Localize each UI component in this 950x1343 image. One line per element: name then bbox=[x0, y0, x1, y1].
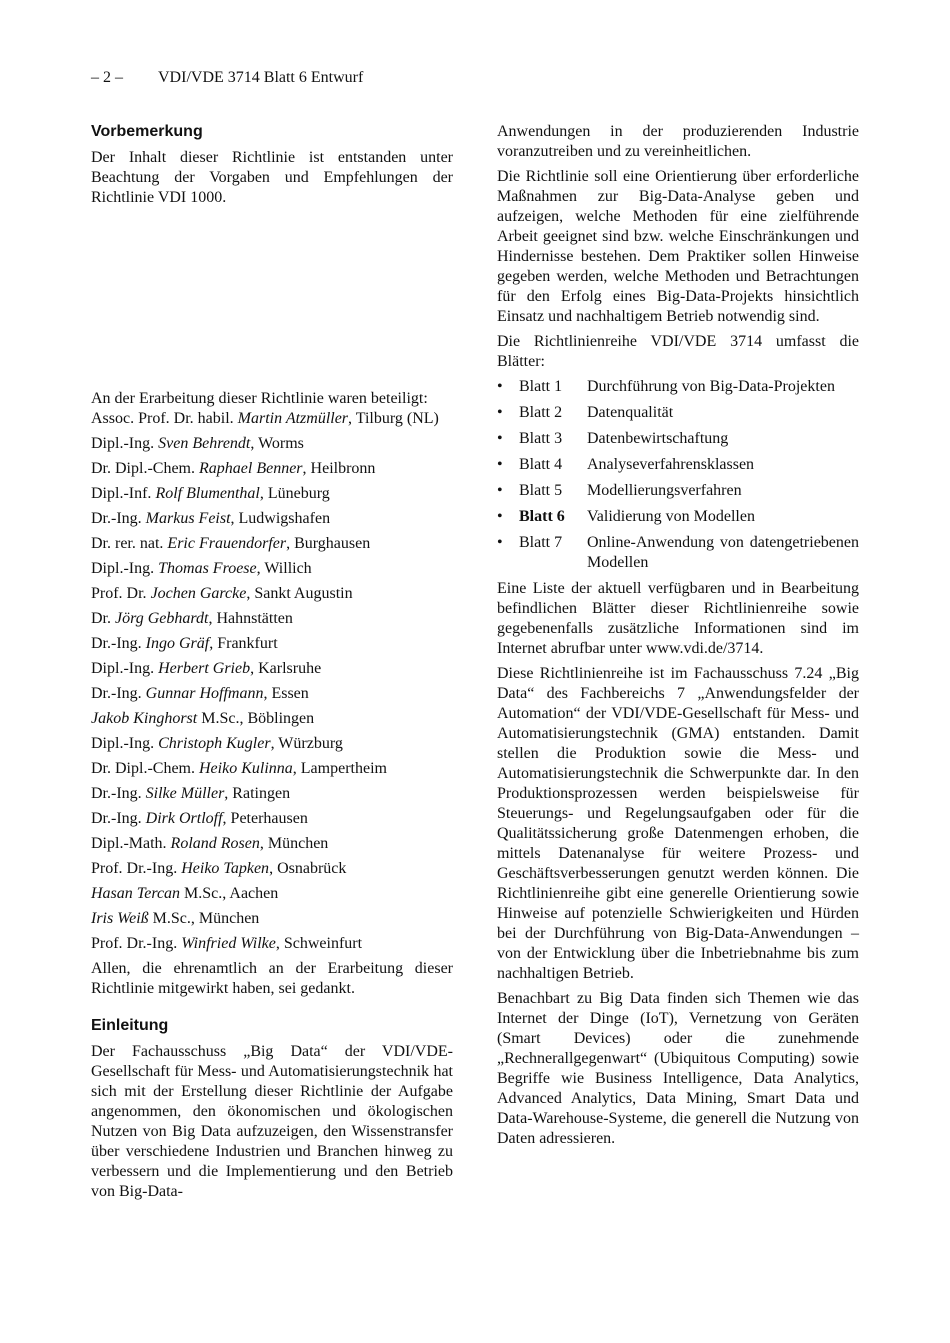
contributor-location: , Lüneburg bbox=[259, 485, 330, 502]
contributor-name: Winfried Wilke bbox=[181, 935, 276, 952]
sheet-title: Durchführung von Big-Data-Projekten bbox=[587, 378, 835, 395]
bullet-icon: • bbox=[497, 534, 503, 551]
paragraph-5: Diese Richtlinienreihe ist im Fachausschuss 7.24 „Big Data“ des Fachbereichs 7 „Anwendungsfelder der Automation“ der VDI/VDE-Gesellschaft für Mess- und Automatisierungstechnik (GMA) entstanden. Damit stellen die Produktion sowie die Mess- und Automatisierungstechnik die Schwerpunkte dar. In den Produktionsprozessen werden beispielsweise für Steuerungs- und Regelungsaufgaben oder für die Qualitätssicherung große Datenmengen erhoben, die mittels Datenanalyse für weitere Prozess- und Geschäftsverbesserungen genutzt werden können. Die Richtlinienreihe gibt eine generelle Orientierung sowie Hinweise auf potenzielle Schwierigkeiten und Hürden bei der Durchführung von Big-Data-Anwendungen – von der Entwicklung über die Inbetriebnahme bis zum nachhaltigen Betrieb. bbox=[497, 665, 859, 982]
contributor-title: Dr.-Ing. bbox=[91, 810, 146, 827]
contributor-title: Prof. Dr.-Ing. bbox=[91, 860, 182, 877]
document-title: VDI/VDE 3714 Blatt 6 Entwurf bbox=[158, 69, 364, 86]
contributor-location: , Willich bbox=[256, 560, 312, 577]
contributor-item bbox=[91, 484, 453, 504]
contributor-location: , Heilbronn bbox=[302, 460, 376, 477]
contributor-name: Ingo Gräf bbox=[145, 635, 210, 652]
sheet-item bbox=[497, 507, 859, 527]
contributor-title: Dipl.-Math. bbox=[91, 835, 171, 852]
contributor-item bbox=[91, 584, 453, 604]
contributor-name: Iris Weiß bbox=[91, 910, 149, 927]
contributor-item bbox=[91, 909, 453, 929]
contributor-name: Heiko Tapken bbox=[181, 860, 270, 877]
contributor-location: , Essen bbox=[263, 685, 309, 702]
bullet-icon: • bbox=[497, 508, 503, 525]
contributor-name: Eric Frauendorfer bbox=[167, 535, 287, 552]
paragraph-1: Anwendungen in der produzierenden Industrie voranzutreiben und zu vereinheitlichen. bbox=[497, 123, 859, 160]
sheet-number: Blatt 1 bbox=[519, 378, 563, 395]
contributor-item bbox=[91, 884, 453, 904]
contributor-location: , Ludwigshafen bbox=[230, 510, 331, 527]
sheet-item bbox=[497, 429, 859, 449]
contributor-title: Dr. bbox=[91, 610, 115, 627]
contributor-name: Silke Müller bbox=[145, 785, 225, 802]
contributor-title: Dr.-Ing. bbox=[91, 785, 146, 802]
contributor-item bbox=[91, 434, 453, 454]
contributors-list bbox=[91, 409, 453, 954]
contributor-name: Roland Rosen bbox=[170, 835, 260, 852]
paragraph-2: Die Richtlinie soll eine Orientierung über erforderliche Maßnahmen zur Big-Data-Analyse geben und aufzeigen, welche Methoden für eine zielführende Arbeit geeignet sind bzw. welche Einschränkungen und Hindernisse bestehen. Dem Praktiker sollen Hinweise gegeben werden, welche Methoden und Betrachtungen für den Erfolg eines Big-Data-Projekts hinsichtlich Einsatz und nachhaltigem Betrieb notwendig sind. bbox=[497, 168, 859, 325]
paragraph-3: Die Richtlinienreihe VDI/VDE 3714 umfasst die Blätter: bbox=[497, 333, 859, 370]
contributor-item bbox=[91, 709, 453, 729]
contributor-item bbox=[91, 934, 453, 954]
vorbemerkung-paragraph: Der Inhalt dieser Richtlinie ist entstanden unter Beachtung der Vorgaben und Empfehlungen der Richtlinie VDI 1000. bbox=[91, 149, 453, 206]
contributor-location: , Sankt Augustin bbox=[246, 585, 353, 602]
contributor-title: Dipl.-Ing. bbox=[91, 560, 159, 577]
sheet-item bbox=[497, 377, 859, 397]
contributor-name: Markus Feist bbox=[145, 510, 231, 527]
contributor-item bbox=[91, 759, 453, 779]
contributor-item bbox=[91, 659, 453, 679]
contributor-name: Christoph Kugler bbox=[158, 735, 271, 752]
contributor-title: Prof. Dr. bbox=[91, 585, 151, 602]
contributor-title: Assoc. Prof. Dr. habil. bbox=[91, 410, 238, 427]
sheet-title: Datenqualität bbox=[587, 404, 674, 421]
sheet-number: Blatt 3 bbox=[519, 430, 563, 447]
contributor-name: Sven Behrendt bbox=[158, 435, 251, 452]
sheet-title: Analyseverfahrensklassen bbox=[587, 456, 755, 473]
bullet-icon: • bbox=[497, 482, 503, 499]
contributor-item bbox=[91, 734, 453, 754]
contributor-location: , Worms bbox=[250, 435, 304, 452]
sheet-item bbox=[497, 481, 859, 501]
contributor-item bbox=[91, 609, 453, 629]
left-column bbox=[91, 122, 453, 1207]
thanks-paragraph: Allen, die ehrenamtlich an der Erarbeitung dieser Richtlinie mitgewirkt haben, sei gedankt. bbox=[91, 960, 453, 997]
contributor-name: Raphael Benner bbox=[199, 460, 303, 477]
contributor-title: Dipl.-Inf. bbox=[91, 485, 156, 502]
contributor-title: Dr. rer. nat. bbox=[91, 535, 168, 552]
bullet-icon: • bbox=[497, 456, 503, 473]
contributor-location: , Hahnstätten bbox=[208, 610, 293, 627]
page-number: – 2 – bbox=[91, 69, 123, 86]
contributors-intro: An der Erarbeitung dieser Richtlinie waren beteiligt: bbox=[91, 390, 428, 407]
contributor-location: , Karlsruhe bbox=[250, 660, 322, 677]
contributor-name: Martin Atzmüller bbox=[237, 410, 349, 427]
contributor-name: Heiko Kulinna bbox=[199, 760, 293, 777]
contributor-location: M.Sc., Böblingen bbox=[197, 710, 315, 727]
contributor-title: Prof. Dr.-Ing. bbox=[91, 935, 182, 952]
contributor-item bbox=[91, 409, 453, 429]
contributor-item bbox=[91, 809, 453, 829]
sheet-title: Online-Anwendung von datengetriebenen Modellen bbox=[587, 534, 859, 571]
bullet-icon: • bbox=[497, 378, 503, 395]
contributor-item bbox=[91, 784, 453, 804]
contributor-title: Dr.-Ing. bbox=[91, 685, 146, 702]
contributor-name: Thomas Froese bbox=[158, 560, 257, 577]
contributor-title: Dr. Dipl.-Chem. bbox=[91, 760, 199, 777]
blank-space bbox=[91, 213, 453, 389]
contributor-location: , Schweinfurt bbox=[275, 935, 363, 952]
contributor-location: , Burghausen bbox=[286, 535, 371, 552]
section-heading-vorbemerkung: Vorbemerkung bbox=[91, 123, 203, 140]
contributor-location: , Osnabrück bbox=[269, 860, 347, 877]
sheet-number: Blatt 5 bbox=[519, 482, 563, 499]
contributor-title: Dipl.-Ing. bbox=[91, 660, 159, 677]
contributor-item bbox=[91, 634, 453, 654]
contributor-item bbox=[91, 459, 453, 479]
paragraph-4: Eine Liste der aktuell verfügbaren und in Bearbeitung befindlichen Blätter dieser Richtlinienreihe sowie gegebenenfalls zusätzliche Informationen sind im Internet abrufbar unter www.vdi.de/3714. bbox=[497, 580, 859, 657]
contributor-location: , Lampertheim bbox=[292, 760, 387, 777]
contributor-title: Dipl.-Ing. bbox=[91, 435, 159, 452]
sheet-number: Blatt 6 bbox=[519, 508, 565, 525]
contributor-location: , Ratingen bbox=[224, 785, 291, 802]
contributor-location: , Peterhausen bbox=[222, 810, 308, 827]
contributor-name: Jochen Garcke bbox=[150, 585, 247, 602]
contributor-item bbox=[91, 509, 453, 529]
contributor-item bbox=[91, 684, 453, 704]
contributor-item bbox=[91, 859, 453, 879]
contributor-item bbox=[91, 534, 453, 554]
contributor-name: Jakob Kinghorst bbox=[91, 710, 198, 727]
sheet-number: Blatt 4 bbox=[519, 456, 563, 473]
contributor-name: Gunnar Hoffmann bbox=[145, 685, 264, 702]
sheet-number: Blatt 7 bbox=[519, 534, 563, 551]
paragraph-6: Benachbart zu Big Data finden sich Themen wie das Internet der Dinge (IoT), Vernetzung von Geräten (Smart Devices) oder die zunehmende „Rechnerallgegenwart“ (Ubiquitous Computing) sowie Begriffe wie Business Intelligence, Data Analytics, Advanced Analytics, Data Mining, Smart Data und Data-Warehouse-Systeme, die generell die Nutzung von Daten adressieren. bbox=[497, 990, 859, 1147]
contributor-name: Jörg Gebhardt bbox=[115, 610, 209, 627]
sheet-item bbox=[497, 455, 859, 475]
sheet-list bbox=[497, 377, 859, 573]
contributor-location: , Tilburg (NL) bbox=[348, 410, 439, 427]
contributor-name: Hasan Tercan bbox=[91, 885, 181, 902]
contributor-item bbox=[91, 559, 453, 579]
sheet-title: Modellierungsverfahren bbox=[587, 482, 742, 499]
bullet-icon: • bbox=[497, 430, 503, 447]
sheet-title: Datenbewirtschaftung bbox=[587, 430, 729, 447]
sheet-item bbox=[497, 403, 859, 423]
contributor-location: , München bbox=[259, 835, 329, 852]
page-header bbox=[91, 69, 363, 87]
contributor-item bbox=[91, 834, 453, 854]
contributor-title: Dr.-Ing. bbox=[91, 635, 146, 652]
contributor-name: Dirk Ortloff bbox=[145, 810, 223, 827]
sheet-item bbox=[497, 533, 859, 573]
contributor-title: Dr.-Ing. bbox=[91, 510, 146, 527]
section-heading-einleitung: Einleitung bbox=[91, 1017, 169, 1034]
contributor-name: Herbert Grieb bbox=[158, 660, 251, 677]
contributor-location: M.Sc., München bbox=[148, 910, 260, 927]
sheet-number: Blatt 2 bbox=[519, 404, 563, 421]
einleitung-paragraph: Der Fachausschuss „Big Data“ der VDI/VDE-Gesellschaft für Mess- und Automatisierungstechnik hat sich mit der Erstellung dieser Richtlinie der Aufgabe angenommen, den ökonomischen und ökologischen Nutzen von Big Data aufzuzeigen, den Wissenstransfer über verschiedene Industrien und Branchen hinweg zu verbessern und die Implementierung und den Betrieb von Big-Data- bbox=[91, 1043, 453, 1200]
contributor-location: , Frankfurt bbox=[209, 635, 278, 652]
contributor-location: M.Sc., Aachen bbox=[180, 885, 279, 902]
contributor-name: Rolf Blumenthal bbox=[155, 485, 260, 502]
contributor-title: Dipl.-Ing. bbox=[91, 735, 159, 752]
bullet-icon: • bbox=[497, 404, 503, 421]
right-column bbox=[497, 122, 859, 1154]
contributor-location: , Würzburg bbox=[270, 735, 343, 752]
sheet-title: Validierung von Modellen bbox=[587, 508, 755, 525]
contributor-title: Dr. Dipl.-Chem. bbox=[91, 460, 199, 477]
